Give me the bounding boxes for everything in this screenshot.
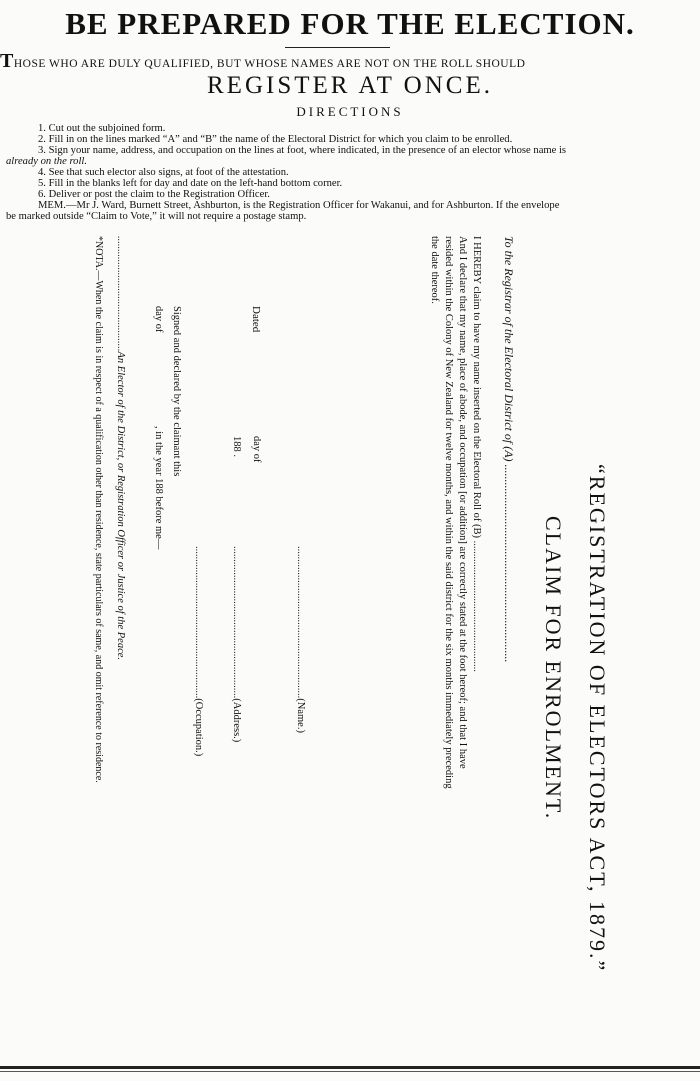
memorandum: MEM.—Mr J. Ward, Burnett Street, Ashburton, is the Registration Officer for Wakanui, and for Ashburton. If the envelope (38, 200, 560, 211)
signed-declared: Signed and declared by the claimant this (171, 306, 182, 477)
directions-heading: DIRECTIONS (296, 104, 404, 119)
day-of-label: day of (251, 436, 262, 463)
day-of-label-2: day of (153, 306, 164, 333)
nota-footnote: *NOTA.—When the claim is in respect of a qualification other than residence, state particulars of same, and omit reference to residence. (93, 236, 104, 783)
direction-item: 3. Sign your name, address, and occupation on the lines at foot, where indicated, in the presence of an elector whose name is (38, 145, 567, 156)
bottom-rule-thin (0, 1071, 700, 1072)
in-year-label: , in the year 188 before me— (153, 426, 164, 550)
name-line[interactable]: ..........................................................(Name.) (295, 546, 306, 733)
notice-text: HOSE WHO ARE DULY QUALIFIED, BUT WHOSE NAMES ARE NOT ON THE ROLL SHOULD (13, 58, 526, 70)
occupation-line[interactable]: ..........................................................(Occupation.) (193, 546, 204, 757)
notice-initial: T (0, 50, 14, 72)
title-rule (285, 47, 390, 48)
dated-label: Dated (250, 306, 262, 333)
direction-item: 4. See that such elector also signs, at foot of the attestation. (38, 167, 289, 178)
act-title: “REGISTRATION OF ELECTORS ACT, 1879.” (585, 464, 610, 973)
direction-item: 6. Deliver or post the claim to the Registration Officer. (38, 189, 270, 200)
addressee-line: To the Registrar of the Electoral District of (A) .................................................................. (502, 236, 516, 663)
declaration-p3: resided within the Colony of New Zealand for twelve months, and within the said district for the six months immediately preceding (443, 236, 454, 789)
direction-item: 5. Fill in the blanks left for day and date on the left-hand bottom corner. (38, 178, 343, 189)
memorandum-cont: be marked outside “Claim to Vote,” it will not require a postage stamp. (6, 211, 307, 222)
claim-title: CLAIM FOR ENROLMENT. (541, 516, 566, 821)
declaration-p4: the date thereof. (429, 236, 440, 304)
direction-item: 2. Fill in on the lines marked “A” and “B” the name of the Electoral District for which you claim to be enrolled. (38, 134, 513, 145)
direction-item: already on the roll. (6, 156, 88, 167)
claim-form (82, 236, 682, 1016)
register-heading: REGISTER AT ONCE. (207, 72, 493, 99)
direction-item: 1. Cut out the subjoined form. (38, 123, 166, 134)
elector-signature-line[interactable]: ............................................An Elector of the District, or Registration Officer or Justice of the Peace. (115, 236, 126, 661)
declaration-p1: I HEREBY claim to have my name inserted on the Electoral Roll of (B) .................................................. (471, 236, 482, 672)
year-188-label: 188 . (231, 436, 242, 457)
qualified-notice (0, 50, 700, 73)
page-title: BE PREPARED FOR THE ELECTION. (65, 6, 635, 41)
declaration-p2: And I declare that my name, place of abode, and occupation [or addition] are correctly stated at the foot hereof; and that I have (457, 236, 468, 769)
address-line[interactable]: ..........................................................(Address.) (231, 546, 242, 743)
bottom-rule (0, 1066, 700, 1069)
